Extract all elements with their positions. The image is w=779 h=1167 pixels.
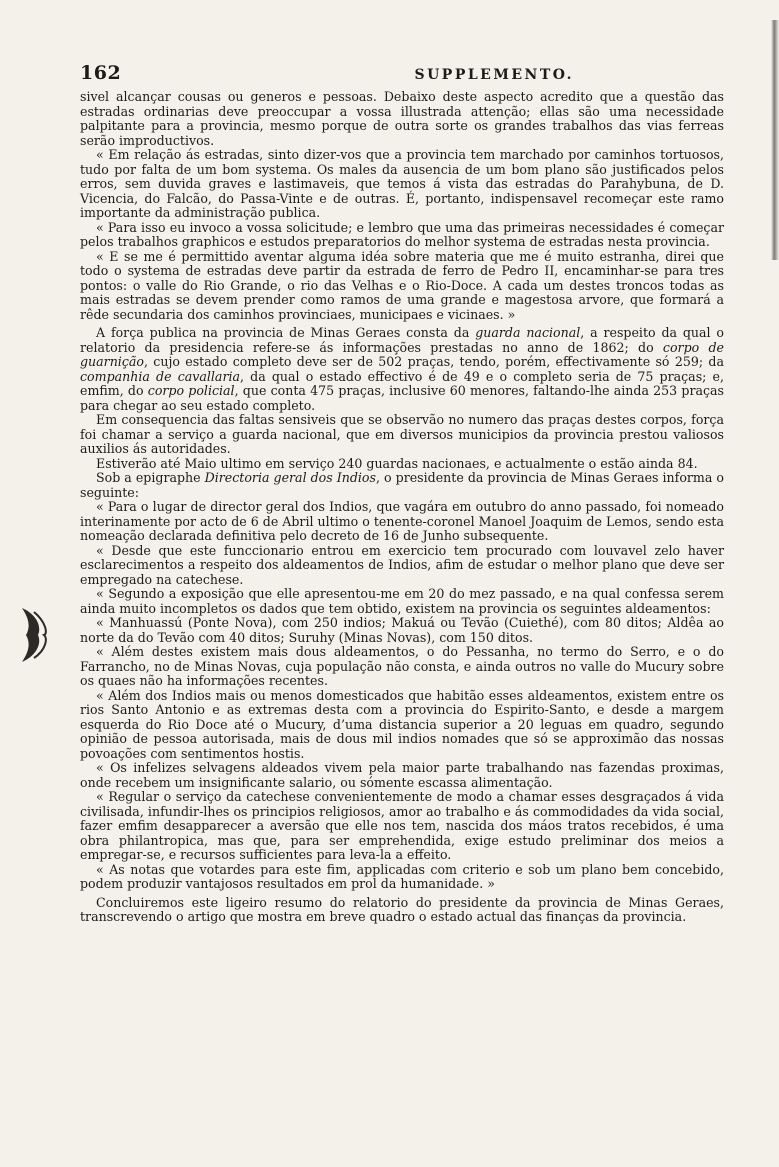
text-run: Sob a epigraphe [96,470,205,485]
page-number: 162 [80,62,122,84]
paragraph [80,221,724,250]
text-run: « Além dos Indios mais ou menos domesticados que habitão esses aldeamentos, existem entre os rios Santo Antonio e as extremas desta com a provincia do Espirito-Santo, e desde a margem esquerda do Rio Doce até o Mucury, d’uma distancia superior a 20 leguas em quadro, segundo opinião de pessoa autorisada, mais de dous mil indios nomades que só se approximão das nossas povoações com sentimentos hostis. [80,687,724,761]
paragraph [80,544,724,588]
paragraph [80,896,724,925]
text-run: , cujo estado completo deve ser de 502 praças, tendo, porém, effectivamente só 259; da [143,354,724,369]
text-run: sivel alcançar cousas ou generos e pessoas. Debaixo deste aspecto acredito que a questão das estradas ordinarias deve preoccupar a vossa illustrada attenção; ellas são uma necessidade palpitante para a provincia, mesmo porque de outra sorte os grandes trabalhos das vias ferreas serão improductivos. [80,89,724,148]
paragraph [80,471,724,500]
paragraph [80,413,724,457]
italic-text: corpo policial [147,383,235,398]
paragraph [80,90,724,148]
text-run: « As notas que votardes para este fim, applicadas com criterio e sob um plano bem concebido, podem produzir vantajosos resultados em prol da humanidade. » [80,861,724,891]
text-run: « Desde que este funccionario entrou em exercicio tem procurado com louvavel zelo haver esclarecimentos a respeito dos aldeamentos de Indios, afim de estudar o melhor plano que deve ser empregado na catechese. [80,542,724,587]
paragraph [80,326,724,413]
text-run: « Além destes existem mais dous aldeamentos, o do Pessanha, no termo do Serro, e o do Farrancho, no de Minas Novas, cuja população não consta, e ainda outros no valle do Mucury sobre os quaes não ha informações recentes. [80,644,724,688]
italic-text: guarda nacional [475,325,581,340]
margin-ornament-icon [16,604,50,666]
paragraph [80,500,724,544]
paragraph [80,863,724,892]
paragraph [80,457,724,472]
text-run: , a respeito da qual o relatorio da presidencia refere-se ás informações prestadas no anno de 1862; do [80,325,724,355]
text-run: « Para isso eu invoco a vossa solicitude; e lembro que uma das primeiras necessidades é começar pelos trabalhos graphicos e estudos preparatorios do melhor systema de estradas nesta provincia. [80,219,724,249]
italic-text: corpo de guarnição [80,339,724,369]
italic-text: companhia de cavallaria [80,368,240,384]
text-run: « Em relação ás estradas, sinto dizer-vos que a provincia tem marchado por caminhos tortuosos, tudo por falta de um bom systema. Os males da ausencia de um bom plano são justificados pelos erros, sem duvida graves e lastimaveis, que temos á vista das estradas do Parahybuna, de D. Vicencia, do Falcão, do Passa-Vinte e de outras. É, portanto, indispensavel recomeçar este ramo importante da administração publica. [80,147,724,220]
text-run: « E se me é permittido aventar alguma idéa sobre materia que me é muito estranha, direi que todo o systema de estradas deve partir da estrada de ferro de Pedro II, encaminhar-se para tres pontos: o valle do Rio Grande, o rio das Velhas e o Rio-Doce. A cada um destes troncos todas as mais estradas se devem prender como ramos de uma grande e magestosa arvore, que formará a rêde secundaria dos caminhos provinciaes, municipaes e vicinaes. » [80,248,724,322]
paragraph [80,790,724,863]
text-run: Concluiremos este ligeiro resumo do relatorio do presidente da provincia de Minas Geraes, transcrevendo o artigo que mostra em breve quadro o estado actual das finanças da provincia. [80,894,724,924]
text-run: « Os infelizes selvagens aldeados vivem pela maior parte trabalhando nas fazendas proximas, onde recebem um insignificante salario, ou sómente escassa alimentação. [80,760,724,790]
running-head: SUPPLEMENTO. [414,67,574,83]
text-run: A força publica na provincia de Minas Geraes consta da [96,325,476,340]
text-run: Em consequencia das faltas sensiveis que se observão no numero das praças destes corpos, força foi chamar a serviço a guarda nacional, que em diversos municipios da provincia prestou valiosos auxilios ás autoridades. [80,412,724,456]
text-run: « Para o lugar de director geral dos Indios, que vagára em outubro do anno passado, foi nomeado interinamente por acto de 6 de Abril ultimo o tenente-coronel Manoel Joaquim de Lemos, sendo esta nomeação declarada definitiva pelo decreto de 16 de Junho subsequente. [80,499,724,543]
paragraph [80,761,724,790]
paragraph [80,689,724,762]
page-header [80,62,724,84]
text-run: Estiverão até Maio ultimo em serviço 240 guardas nacionaes, e actualmente o estão ainda 84. [96,455,698,471]
text-run: « Manhuassú (Ponte Nova), com 250 indios; Makuá ou Tevão (Cuiethé), com 80 ditos; Aldêa ao norte da do Tevão com 40 ditos; Suruhy (Minas Novas), com 150 ditos. [80,615,724,645]
body-text [80,90,724,925]
paragraph [80,645,724,689]
paragraph [80,250,724,323]
text-run: « Segundo a exposição que elle apresentou-me em 20 do mez passado, e na qual confessa serem ainda muito incompletos os dados que tem obtido, existem na provincia os seguintes aldeamentos: [80,586,724,616]
page [80,62,724,925]
text-run: , o presidente da provincia de Minas Geraes informa o seguinte: [80,470,724,500]
text-run: , que conta 475 praças, inclusive 60 menores, faltando-lhe ainda 253 praças para chegar ao seu estado completo. [80,383,724,413]
paragraph [80,148,724,221]
paragraph [80,616,724,645]
italic-text: Directoria geral dos Indios [204,470,376,485]
text-run: « Regular o serviço da catechese convenientemente de modo a chamar esses desgraçados á vida civilisada, infundir-lhes os principios religiosos, amor ao trabalho e ás commodidades da vida social, fazer emfim desapparecer a aversão que elle nos tem, nascida dos máos tratos recebidos, é uma obra philantropica, mas que, para ser emprehendida, exige estudo preliminar dos meios a empregar-se, e recursos sufficientes para leva-la a effeito. [80,789,724,862]
page-edge-shadow [771,20,779,260]
text-run: , da qual o estado effectivo é de 49 e o completo seria de 75 praças; e, emfim, do [80,368,724,398]
paragraph [80,587,724,616]
